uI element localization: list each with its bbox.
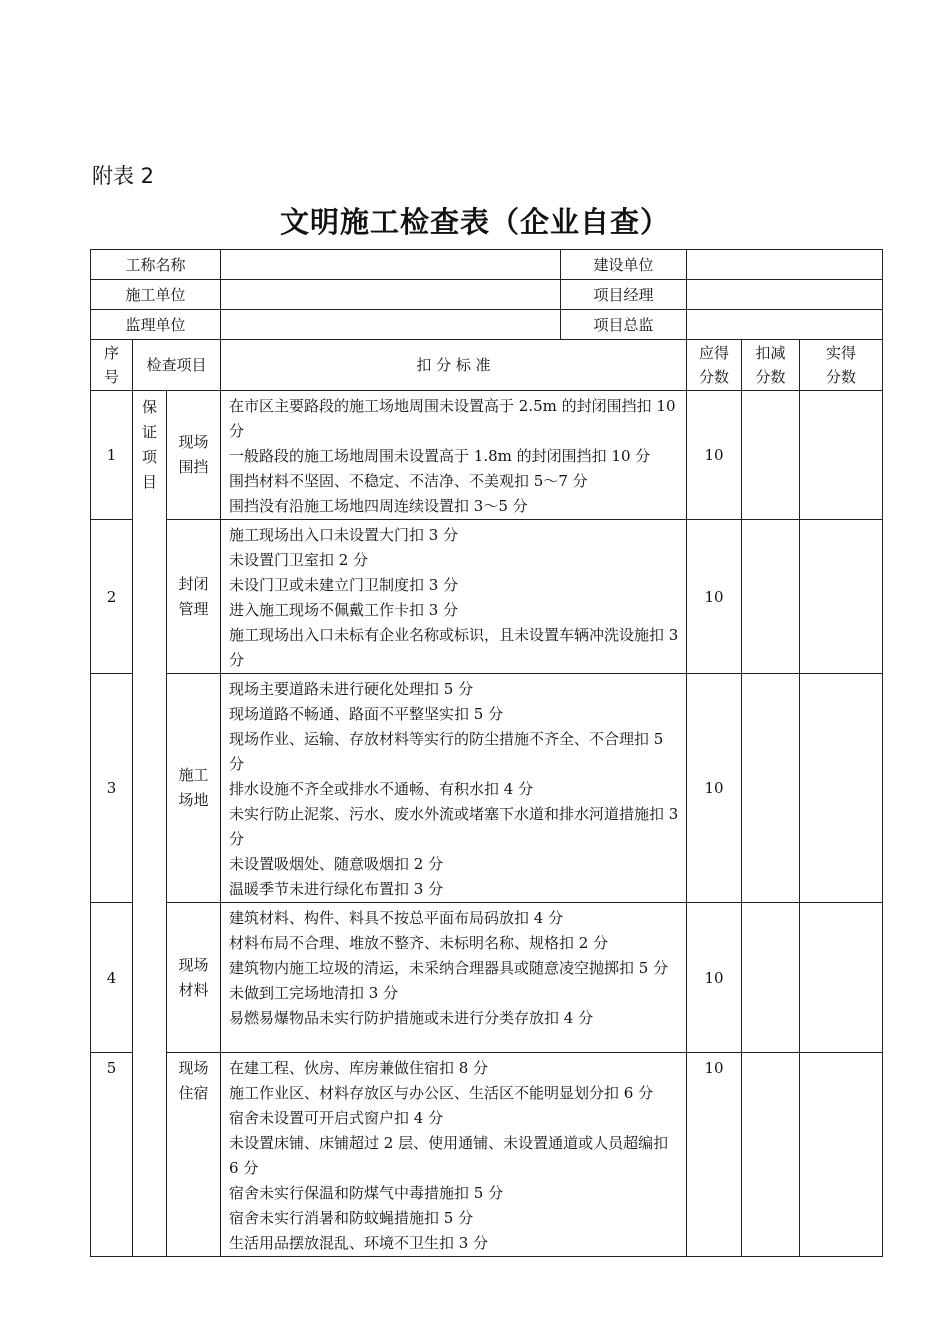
chief-supervisor-value[interactable] <box>687 310 883 340</box>
project-manager-value[interactable] <box>687 280 883 310</box>
row-actual[interactable] <box>800 391 883 520</box>
row-actual[interactable] <box>800 903 883 1053</box>
contractor-value[interactable] <box>221 280 561 310</box>
builder-label: 建设单位 <box>561 250 687 280</box>
row-standard: 在建工程、伙房、库房兼做住宿扣 8 分 施工作业区、材料存放区与办公区、生活区不能明显划分扣 6 分 宿舍未设置可开启式窗户扣 4 分 未设置床铺、床铺超过 2 层、使用通铺、未设置通道或人员超编扣 6 分 宿舍未实行保温和防煤气中毒措施扣 5 分 宿舍未实行消暑和防蚊蝇措施扣 5 分 生活用品摆放混乱、环境不卫生扣 3 分 <box>221 1053 687 1257</box>
row-should-score: 10 <box>687 520 742 674</box>
supervisor-label: 监理单位 <box>91 310 221 340</box>
table-row <box>91 520 883 674</box>
column-header-row <box>91 340 883 391</box>
supervisor-value[interactable] <box>221 310 561 340</box>
row-item: 现场住宿 <box>167 1053 221 1257</box>
contractor-label: 施工单位 <box>91 280 221 310</box>
group-label: 保证项目 <box>133 391 167 1257</box>
row-should-score: 10 <box>687 903 742 1053</box>
deduct-header: 扣减分数 <box>742 340 800 391</box>
row-standard: 现场主要道路未进行硬化处理扣 5 分 现场道路不畅通、路面不平整坚实扣 5 分 现场作业、运输、存放材料等实行的防尘措施不齐全、不合理扣 5 分 排水设施不齐全或排水不通畅、有积水扣 4 分 未实行防止泥浆、污水、废水外流或堵塞下水道和排水河道措施扣 3 分 未设置吸烟处、随意吸烟扣 2 分 温暖季节未进行绿化布置扣 3 分 <box>221 674 687 903</box>
row-deduct[interactable] <box>742 674 800 903</box>
table-row <box>91 391 883 520</box>
row-item: 现场围挡 <box>167 391 221 520</box>
row-deduct[interactable] <box>742 520 800 674</box>
table-row <box>91 903 883 1053</box>
table-row <box>91 674 883 903</box>
seq-header: 序号 <box>91 340 133 391</box>
row-item: 封闭管理 <box>167 520 221 674</box>
standard-header: 扣 分 标 准 <box>221 340 687 391</box>
row-item: 施工场地 <box>167 674 221 903</box>
row-seq: 3 <box>91 674 133 903</box>
row-actual[interactable] <box>800 674 883 903</box>
row-seq: 1 <box>91 391 133 520</box>
chief-supervisor-label: 项目总监 <box>561 310 687 340</box>
row-deduct[interactable] <box>742 391 800 520</box>
row-deduct[interactable] <box>742 903 800 1053</box>
project-name-label: 工称名称 <box>91 250 221 280</box>
row-seq: 2 <box>91 520 133 674</box>
inspection-table <box>90 249 883 1257</box>
row-actual[interactable] <box>800 1053 883 1257</box>
project-name-value[interactable] <box>221 250 561 280</box>
table-row <box>91 1053 883 1257</box>
appendix-label: 附表 2 <box>92 164 155 188</box>
row-should-score: 10 <box>687 1053 742 1257</box>
check-item-header: 检查项目 <box>133 340 221 391</box>
row-should-score: 10 <box>687 391 742 520</box>
row-standard: 建筑材料、构件、料具不按总平面布局码放扣 4 分 材料布局不合理、堆放不整齐、未标明名称、规格扣 2 分 建筑物内施工垃圾的清运，未采纳合理器具或随意凌空抛掷扣 5 分 未做到工完场地清扣 3 分 易燃易爆物品未实行防护措施或未进行分类存放扣 4 分 <box>221 903 687 1053</box>
row-item: 现场材料 <box>167 903 221 1053</box>
info-row <box>91 250 883 280</box>
project-manager-label: 项目经理 <box>561 280 687 310</box>
info-row <box>91 310 883 340</box>
builder-value[interactable] <box>687 250 883 280</box>
row-seq: 4 <box>91 903 133 1053</box>
row-standard: 在市区主要路段的施工场地周围未设置高于 2.5m 的封闭围挡扣 10 分 一般路段的施工场地周围未设置高于 1.8m 的封闭围挡扣 10 分 围挡材料不坚固、不稳定、不洁净、不美观扣 5～7 分 围挡没有沿施工场地四周连续设置扣 3～5 分 <box>221 391 687 520</box>
should-score-header: 应得分数 <box>687 340 742 391</box>
row-standard: 施工现场出入口未设置大门扣 3 分 未设置门卫室扣 2 分 未设门卫或未建立门卫制度扣 3 分 进入施工现场不佩戴工作卡扣 3 分 施工现场出入口未标有企业名称或标识，且未设置车辆冲洗设施扣 3 分 <box>221 520 687 674</box>
row-should-score: 10 <box>687 674 742 903</box>
row-deduct[interactable] <box>742 1053 800 1257</box>
info-row <box>91 280 883 310</box>
page-title: 文明施工检查表（企业自查） <box>279 205 670 239</box>
row-seq: 5 <box>91 1053 133 1257</box>
actual-header: 实得分数 <box>800 340 883 391</box>
row-actual[interactable] <box>800 520 883 674</box>
